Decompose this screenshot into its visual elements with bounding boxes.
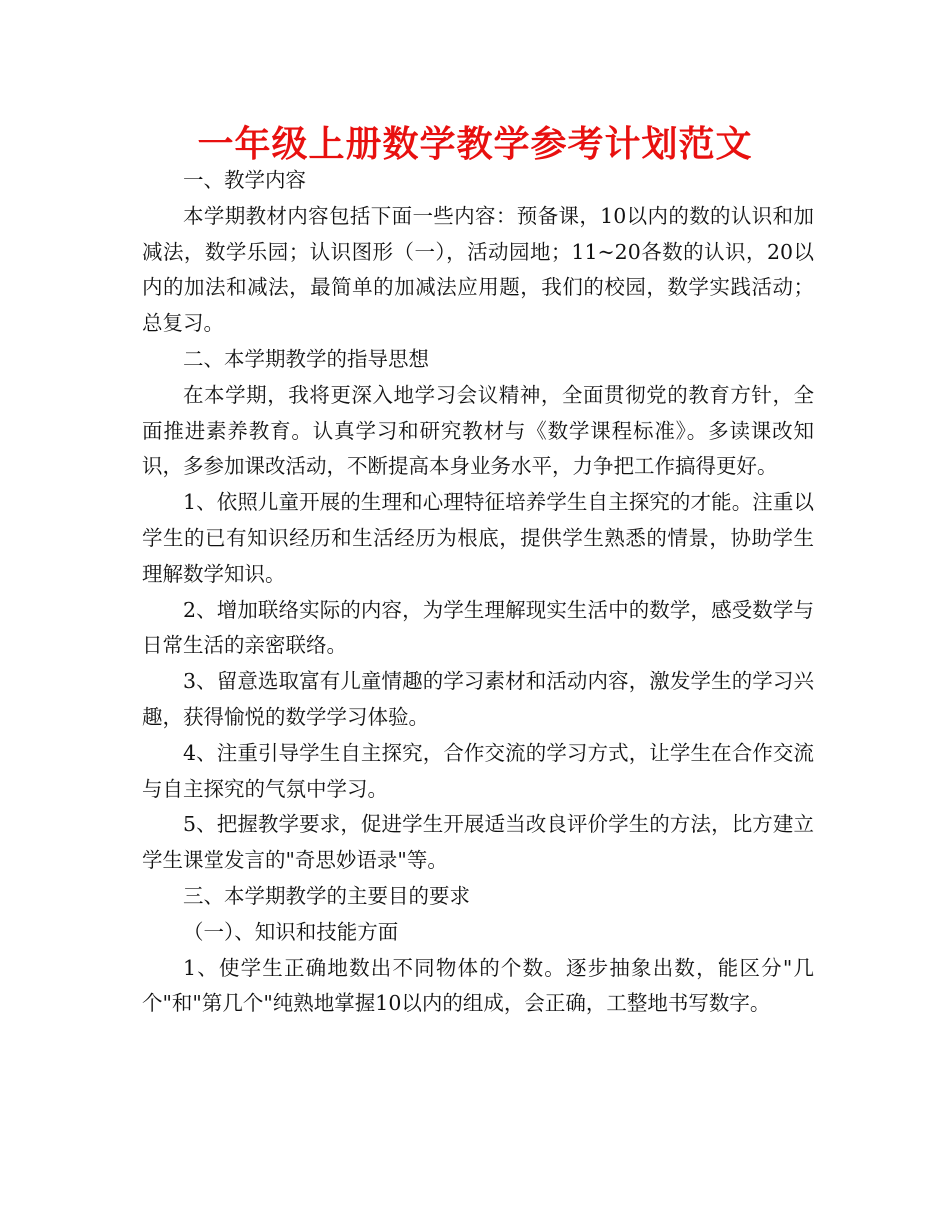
list-item: 2、增加联络实际的内容，为学生理解现实生活中的数学，感受数学与日常生活的亲密联络。 (142, 597, 814, 658)
paragraph: 本学期教材内容包括下面一些内容：预备课，10以内的数的认识和加减法，数学乐园；认识图形（一），活动园地；11~20各数的认识，20以内的加法和减法，最简单的加减法应用题，我们的校园，数学实践活动；总复习。 (142, 203, 814, 336)
paragraph: 在本学期，我将更深入地学习会议精神，全面贯彻党的教育方针，全面推进素养教育。认真学习和研究教材与《数学课程标准》。多读课改知识，多参加课改活动，不断提高本身业务水平，力争把工作搞得更好。 (142, 382, 814, 479)
subsection-heading: （一）、知识和技能方面 (183, 919, 399, 944)
section-heading: 一、教学内容 (183, 168, 306, 192)
section-heading: 三、本学期教学的主要目的要求 (183, 883, 470, 908)
list-item: 3、留意选取富有儿童情趣的学习素材和活动内容，激发学生的学习兴趣，获得愉悦的数学学习体验。 (142, 669, 814, 729)
list-item: 1、使学生正确地数出不同物体的个数。逐步抽象出数，能区分"几个"和"第几个"纯熟地掌握10以内的组成，会正确，工整地书写数字。 (142, 955, 814, 1016)
document-body (142, 163, 814, 1022)
list-item: 4、注重引导学生自主探究，合作交流的学习方式，让学生在合作交流与自主探究的气氛中学习。 (142, 740, 814, 801)
list-item: 5、把握教学要求，促进学生开展适当改良评价学生的方法，比方建立学生课堂发言的"奇思妙语录"等。 (142, 812, 814, 873)
list-item: 1、依照儿童开展的生理和心理特征培养学生自主探究的才能。注重以学生的已有知识经历和生活经历为根底，提供学生熟悉的情景，协助学生理解数学知识。 (142, 490, 814, 586)
section-heading: 二、本学期教学的指导思想 (183, 346, 429, 371)
document-title: 一年级上册数学教学参考计划范文 (197, 124, 753, 165)
